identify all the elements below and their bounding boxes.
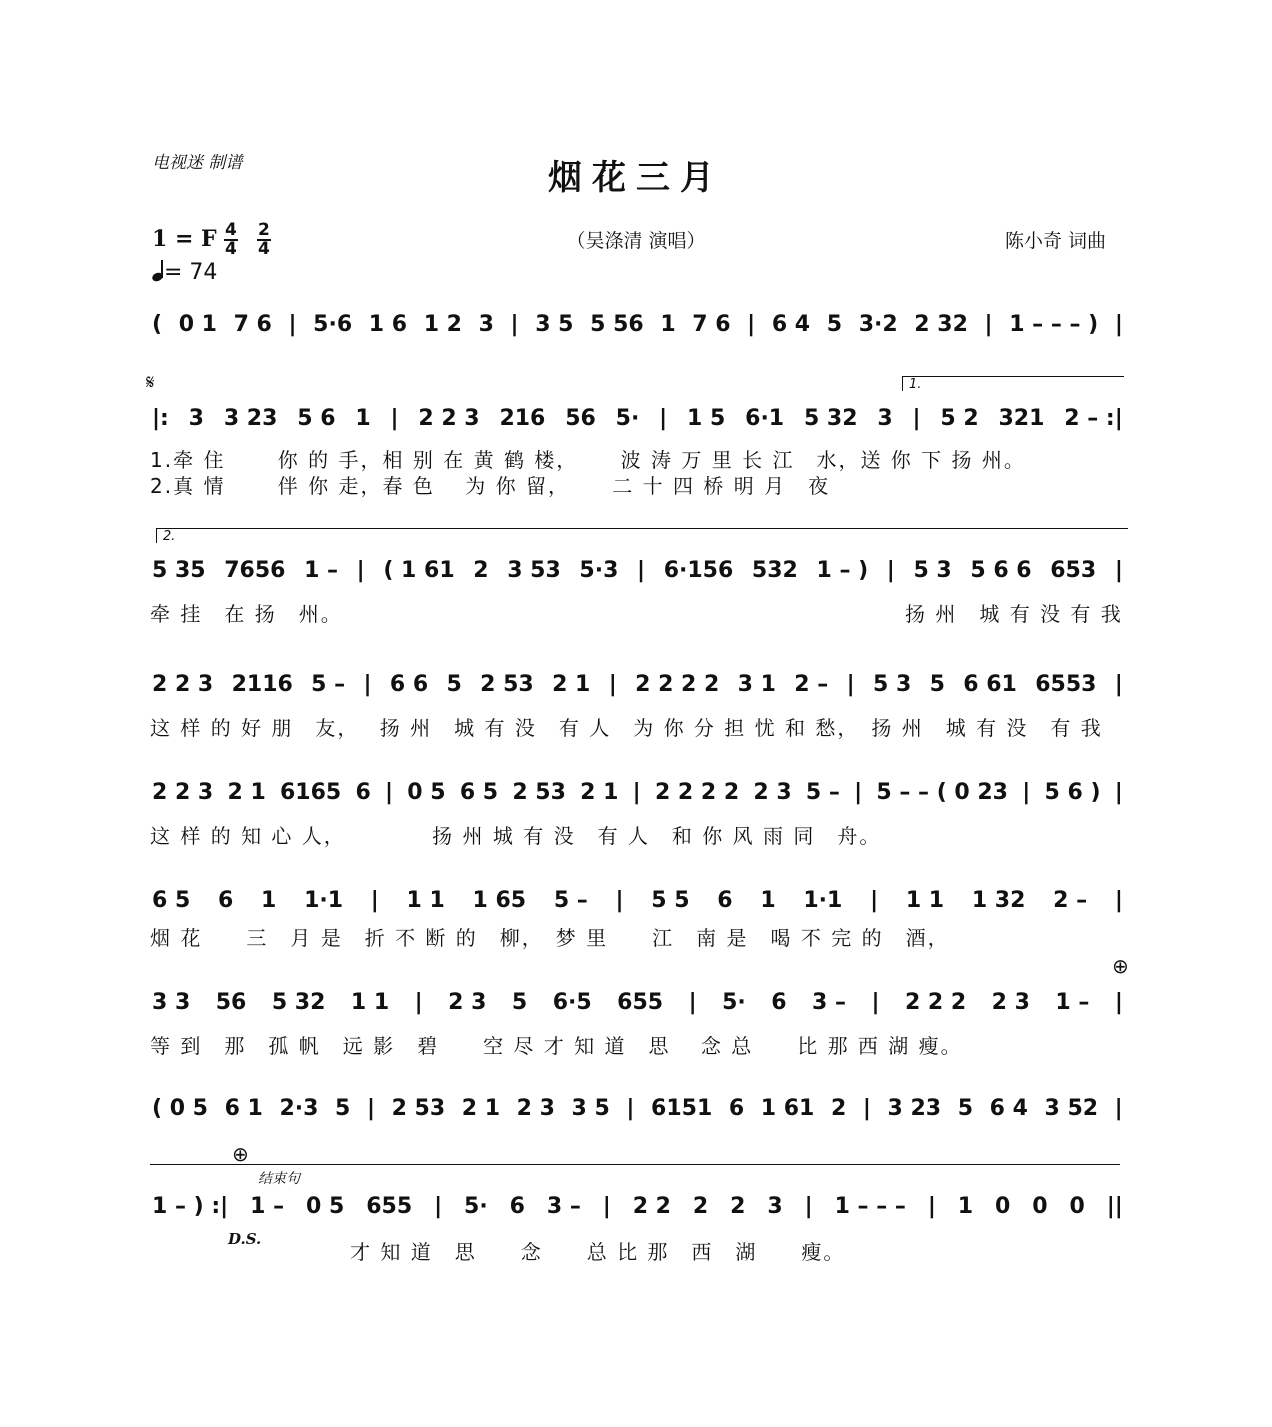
note-group: 2 32 (914, 311, 968, 337)
barline: || (1106, 1193, 1123, 1219)
note-group: 1 (760, 887, 776, 913)
note-group: 5 – – ( 0 23 (876, 779, 1008, 805)
note-group: 6 5 (459, 779, 499, 805)
tempo-value: = 74 (164, 260, 218, 285)
note-group: 1 1 (350, 989, 390, 1015)
barline: | (747, 311, 756, 337)
note-group: 5 3 (873, 671, 912, 697)
note-group: 3 1 (737, 671, 776, 697)
barline: | (434, 1193, 443, 1219)
note-group: 2 2 2 (904, 989, 967, 1015)
note-group: 3·2 (858, 311, 898, 337)
note-group: 653 (1050, 557, 1097, 583)
time-signature-4-4: 4 4 (225, 220, 237, 259)
note-group: 5 32 (271, 989, 326, 1015)
note-group: 5 – (311, 671, 346, 697)
barline: | (688, 989, 697, 1015)
note-group: 1·1 (304, 887, 344, 913)
ending-bracket (150, 1164, 1120, 1165)
barline: | (414, 989, 423, 1015)
note-group: 5 (335, 1095, 351, 1121)
note-group: 5 3 (913, 557, 952, 583)
notation-line-4 (150, 660, 1125, 708)
note-group: 321 (998, 405, 1045, 431)
note-group: 5 – (553, 887, 588, 913)
note-group: 5 6 ) (1044, 779, 1101, 805)
note-group: 1 – – – (834, 1193, 906, 1219)
coda-icon-ending: ⊕ (232, 1142, 249, 1166)
barline: | (608, 671, 617, 697)
note-group: 6 (771, 989, 787, 1015)
note-group: 0 (1032, 1193, 1048, 1219)
note-group: 5·3 (579, 557, 619, 583)
note-group: 5 (511, 989, 528, 1015)
note-group: 1 (355, 405, 371, 431)
note-group: 1 1 (905, 887, 945, 913)
note-group: 5 – (805, 779, 840, 805)
segno-icon: 𝄋 (146, 370, 155, 394)
lyrics-verse-1: 1.牵 住 你 的 手，相 别 在 黄 鹤 楼， 波 涛 万 里 长 江 水，送 你 下 扬 州。 (150, 448, 1026, 472)
note-group: 2 53 (480, 671, 534, 697)
notation-line-9 (150, 1182, 1125, 1230)
note-group: 2 (473, 557, 489, 583)
note-group: 5 (446, 671, 462, 697)
key-signature: 1 = F (152, 226, 217, 252)
time-signature-2-4: 2 4 (258, 220, 270, 259)
note-group: 6 (728, 1095, 745, 1121)
barline: | (1114, 557, 1123, 583)
volta-first-ending: 1. (902, 376, 1124, 391)
performer-credit: （吴涤清 演唱） (566, 230, 706, 252)
note-group: ( (152, 311, 163, 337)
note-group: 6 (355, 779, 371, 805)
note-group: 2 2 2 2 (635, 671, 720, 697)
note-group: 2 – (794, 671, 829, 697)
maker-credit: 电视迷 制谱 (152, 153, 243, 173)
note-group: 5 (826, 311, 843, 337)
coda-icon: ⊕ (1112, 954, 1129, 978)
ending-label: 结束句 (258, 1171, 300, 1187)
lyrics-verse-2: 2.真 情 伴 你 走，春 色 为 你 留， 二 十 四 桥 明 月 夜 (150, 474, 831, 498)
note-group: 7 6 (233, 311, 272, 337)
note-group: 5 6 6 (970, 557, 1032, 583)
dal-segno-marking: D.S. (228, 1230, 262, 1248)
barline: | (846, 671, 855, 697)
note-group: 5 6 (297, 405, 336, 431)
note-group: 1 – (1055, 989, 1090, 1015)
note-group: 6553 (1035, 671, 1097, 697)
note-group: 6 (717, 887, 733, 913)
note-group: 2 – (1053, 887, 1088, 913)
barline: | (637, 557, 646, 583)
note-group: 6 4 (771, 311, 811, 337)
note-group: 3 52 (1044, 1095, 1099, 1121)
barline: | (1022, 779, 1031, 805)
notation-line-3 (150, 546, 1125, 594)
barline: | (356, 557, 365, 583)
barline: | (632, 779, 641, 805)
song-title: 烟花三月 (548, 158, 724, 198)
barline: | (1114, 887, 1123, 913)
note-group: 1 – ) (816, 557, 869, 583)
barline: |: (152, 405, 169, 431)
barline: | (288, 311, 297, 337)
note-group: 2 2 3 (152, 779, 214, 805)
note-group: 1 – – – ) (1009, 311, 1099, 337)
note-group: 6 (509, 1193, 525, 1219)
note-group: 0 5 (407, 779, 446, 805)
note-group: 5·6 (313, 311, 353, 337)
note-group: 5· (615, 405, 640, 431)
lyrics-line-5: 这 样 的 知 心 人， 扬 州 城 有 没 有 人 和 你 风 雨 同 舟。 (150, 824, 882, 848)
note-group: 3 53 (507, 557, 561, 583)
note-group: 3 – (812, 989, 846, 1015)
barline: | (1114, 1095, 1123, 1121)
barline: | (615, 887, 624, 913)
barline: | (1114, 311, 1123, 337)
note-group: 6·5 (552, 989, 592, 1015)
note-group: 2·3 (279, 1095, 319, 1121)
note-group: 6151 (651, 1095, 713, 1121)
note-group: 2 (830, 1095, 847, 1121)
note-group: 6 5 (152, 887, 191, 913)
note-group: 2 2 3 (418, 405, 480, 431)
note-group: 5 (929, 671, 945, 697)
note-group: ( 1 61 (383, 557, 455, 583)
note-group: 3 (767, 1193, 783, 1219)
barline: | (912, 405, 921, 431)
lyrics-line-9: 才 知 道 思 念 总 比 那 西 湖 瘦。 (350, 1240, 846, 1264)
note-group: 7656 (224, 557, 286, 583)
note-group: 2 1 (552, 671, 591, 697)
barline: | (366, 1095, 375, 1121)
lyrics-line-4: 这 样 的 好 朋 友， 扬 州 城 有 没 有 人 为 你 分 担 忧 和 愁， 扬 州 城 有 没 有 我 (150, 716, 1103, 740)
note-group: 2116 (231, 671, 293, 697)
note-group: 5 56 (590, 311, 644, 337)
note-group: 1 6 (368, 311, 408, 337)
note-group: 6 4 (989, 1095, 1028, 1121)
lyrics-line-3-a: 牵 挂 在 扬 州。 (150, 602, 343, 626)
barline: | (1114, 989, 1123, 1015)
barline: | (862, 1095, 871, 1121)
note-group: 56 (215, 989, 247, 1015)
composer-credit: 陈小奇 词曲 (1005, 230, 1107, 252)
tempo-marking (152, 260, 217, 285)
note-group: 2 2 3 (152, 671, 214, 697)
note-group: 5· (464, 1193, 488, 1219)
lyrics-line-7: 等 到 那 孤 帆 远 影 碧 空 尽 才 知 道 思 念 总 比 那 西 湖 瘦。 (150, 1034, 963, 1058)
notation-line-7 (150, 978, 1125, 1026)
barline: | (385, 779, 394, 805)
lyrics-line-6: 烟 花 三 月 是 折 不 断 的 柳， 梦 里 江 南 是 喝 不 完 的 酒， (150, 926, 950, 950)
note-group: 5 2 (940, 405, 979, 431)
note-group: 6 6 (389, 671, 429, 697)
note-group: 3 23 (887, 1095, 942, 1121)
note-group: 1 65 (472, 887, 527, 913)
note-group: 2 53 (391, 1095, 446, 1121)
note-group: 3 (877, 405, 893, 431)
note-group: ( 0 5 (152, 1095, 208, 1121)
note-group: 5 5 (651, 887, 690, 913)
note-group: 6 61 (963, 671, 1017, 697)
note-group: 1 5 (687, 405, 726, 431)
barline: | (510, 311, 519, 337)
barline: | (370, 887, 379, 913)
note-group: 6·156 (663, 557, 734, 583)
notation-line-2 (150, 394, 1125, 442)
barline: | (1114, 779, 1123, 805)
note-group: 2 3 (991, 989, 1030, 1015)
barline: | (870, 887, 879, 913)
note-group: 1 1 (406, 887, 445, 913)
barline: | (804, 1193, 813, 1219)
note-group: 1 (261, 887, 277, 913)
note-group: 3 23 (223, 405, 278, 431)
note-group: 0 (995, 1193, 1011, 1219)
notation-line-6 (150, 876, 1125, 924)
note-group: 2 2 (632, 1193, 671, 1219)
note-group: 2 1 (580, 779, 619, 805)
note-group: 6165 (280, 779, 342, 805)
barline: | (984, 311, 993, 337)
note-group: 5 (957, 1095, 974, 1121)
barline: 1 – ) :| (152, 1193, 229, 1219)
note-group: 1 (957, 1193, 974, 1219)
note-group: 0 5 (306, 1193, 345, 1219)
note-group: 3 3 (152, 989, 191, 1015)
note-group: 3 5 (535, 311, 574, 337)
note-group: 1 – (304, 557, 339, 583)
lyrics-line-3-b: 扬 州 城 有 没 有 我 (905, 602, 1123, 626)
note-group: 6 1 (224, 1095, 263, 1121)
note-group: 2 (692, 1193, 709, 1219)
barline: | (659, 405, 668, 431)
note-group: 1·1 (803, 887, 843, 913)
note-group: 3 – (546, 1193, 581, 1219)
note-group: 5· (722, 989, 746, 1015)
note-group: 3 (478, 311, 494, 337)
barline: | (390, 405, 399, 431)
note-group: 2 (730, 1193, 746, 1219)
quarter-note-icon (152, 260, 164, 282)
note-group: 2 3 (448, 989, 487, 1015)
note-group: 1 (660, 311, 676, 337)
notation-line-1 (150, 300, 1125, 348)
note-group: 655 (366, 1193, 413, 1219)
barline: 2 – :| (1064, 405, 1123, 431)
note-group: 1 32 (971, 887, 1026, 913)
note-group: 2 3 (753, 779, 792, 805)
note-group: 1 – (250, 1193, 285, 1219)
note-group: 2 2 2 2 (654, 779, 740, 805)
volta-second-ending: 2. (156, 528, 1128, 543)
barline: | (602, 1193, 611, 1219)
barline: | (363, 671, 372, 697)
note-group: 5 32 (803, 405, 858, 431)
notation-line-8 (150, 1084, 1125, 1132)
note-group: 6·1 (745, 405, 785, 431)
note-group: 5 35 (152, 557, 206, 583)
note-group: 2 53 (512, 779, 566, 805)
barline: | (854, 779, 863, 805)
note-group: 1 61 (760, 1095, 815, 1121)
notation-line-5 (150, 768, 1125, 816)
note-group: 3 5 (571, 1095, 610, 1121)
barline: | (927, 1193, 936, 1219)
barline: | (1114, 671, 1123, 697)
note-group: 3 (188, 405, 204, 431)
note-group: 7 6 (692, 311, 731, 337)
note-group: 0 (1069, 1193, 1085, 1219)
barline: | (871, 989, 880, 1015)
note-group: 1 2 (423, 311, 462, 337)
note-group: 56 (565, 405, 596, 431)
note-group: 532 (751, 557, 798, 583)
note-group: 655 (617, 989, 664, 1015)
note-group: 0 1 (178, 311, 217, 337)
barline: | (626, 1095, 635, 1121)
note-group: 2 1 (227, 779, 266, 805)
note-group: 216 (499, 405, 546, 431)
note-group: 2 1 (461, 1095, 501, 1121)
note-group: 6 (218, 887, 234, 913)
note-group: 2 3 (516, 1095, 555, 1121)
barline: | (886, 557, 895, 583)
